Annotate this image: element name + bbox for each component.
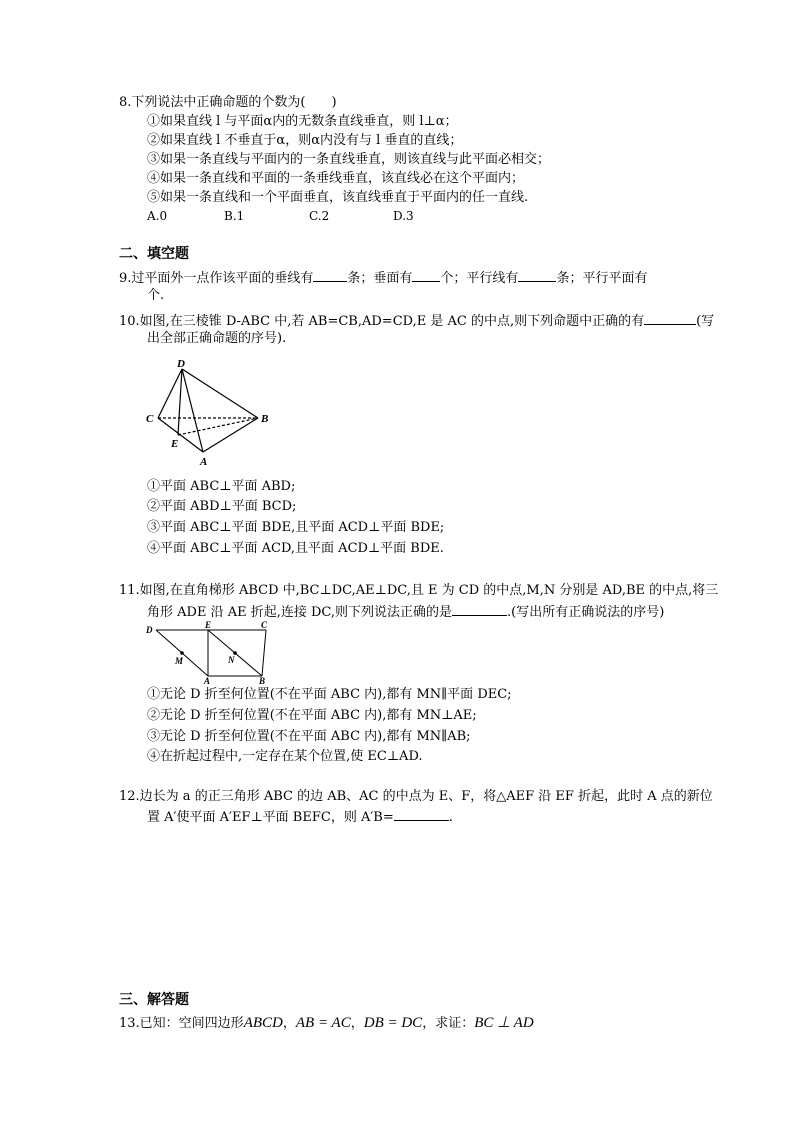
q10-item-1: ①平面 ABC⊥平面 ABD;: [147, 479, 296, 494]
section-fill-in-title: 二、填空题: [119, 246, 189, 262]
q9-text-3: 个；平行线有: [440, 271, 519, 286]
q10-item-3: ③平面 ABC⊥平面 BDE,且平面 ACD⊥平面 BDE;: [147, 520, 445, 535]
q12-line-1: 12.边长为 a 的正三角形 ABC 的边 AB、AC 的中点为 E、F，将△AEF 沿 EF 折起，此时 A 点的新位: [119, 789, 713, 804]
q9-blank-1: [313, 268, 347, 282]
fig2-label-e: E: [205, 620, 212, 630]
fig1-label-e: E: [171, 438, 179, 450]
q8-item-3: ③如果一条直线与平面内的一条直线垂直，则该直线与此平面必相交；: [147, 152, 551, 167]
q11-item-4: ④在折起过程中,一定存在某个位置,使 EC⊥AD.: [147, 749, 423, 764]
q13-line: [119, 1014, 534, 1033]
fig2-label-d: D: [146, 625, 153, 635]
fig2-label-a: A: [204, 676, 211, 684]
q11-text-2: .(写出所有正确说法的序号): [507, 605, 665, 620]
q8-option-d: D.3: [393, 209, 414, 223]
q13-sep-2: ，: [350, 1016, 364, 1031]
q11-line-2: [147, 602, 664, 622]
fig2-label-n: N: [228, 655, 235, 665]
fig2-label-m: M: [175, 656, 184, 666]
q9-text-1: 9.过平面外一点作该平面的垂线有: [119, 271, 314, 286]
q11-text-1: 角形 ADE 沿 AE 折起,连接 DC,则下列说法正确的是: [147, 605, 453, 620]
q13-math-bc-perp-ad: BC ⊥ AD: [474, 1015, 534, 1031]
q8-item-4: ④如果一条直线和平面的一条垂线垂直，该直线必在这个平面内；: [147, 171, 525, 186]
fig2-label-b: B: [259, 676, 266, 684]
q8-option-a: A.0: [147, 209, 168, 223]
trapezoid-figure: [144, 620, 274, 684]
fig1-label-c: C: [146, 413, 154, 425]
q12-blank: [394, 807, 449, 821]
fig2-label-c: C: [261, 620, 268, 630]
q11-blank: [452, 602, 507, 616]
q13-math-db-dc: DB = DC: [363, 1015, 423, 1031]
q13-text-2: ，求证：: [422, 1016, 475, 1031]
q8-item-2: ②如果直线 l 不垂直于α，则α内没有与 l 垂直的直线；: [147, 133, 463, 148]
pyramid-figure: [140, 355, 280, 470]
q8-option-b: B.1: [224, 209, 245, 223]
q8-option-c: C.2: [309, 209, 330, 223]
q8-item-5: ⑤如果一条直线和一个平面垂直，该直线垂直于平面内的任一直线.: [147, 190, 529, 205]
q11-item-3: ③无论 D 折至何位置(不在平面 ABC 内),都有 MN∥AB;: [147, 729, 471, 744]
q13-math-abcd: ABCD: [243, 1015, 283, 1031]
q11-item-1: ①无论 D 折至何位置(不在平面 ABC 内),都有 MN∥平面 DEC;: [147, 687, 512, 702]
q10-item-4: ④平面 ABC⊥平面 ACD,且平面 ACD⊥平面 BDE.: [147, 541, 444, 556]
q10-blank: [644, 311, 696, 325]
q10-line-1: [119, 311, 714, 331]
q10-item-2: ②平面 ABD⊥平面 BCD;: [147, 499, 297, 514]
fig1-label-d: D: [177, 358, 185, 370]
q11-line-1: 11.如图,在直角梯形 ABCD 中,BC⊥DC,AE⊥DC,且 E 为 CD 的中点,M,N 分别是 AD,BE 的中点,将三: [119, 583, 719, 598]
q11-item-2: ②无论 D 折至何位置(不在平面 ABC 内),都有 MN⊥AE;: [147, 708, 477, 723]
q9-blank-3: [518, 268, 556, 282]
q10-text-1: 10.如图,在三棱锥 D-ABC 中,若 AB=CB,AD=CD,E 是 AC 的中点,则下列命题中正确的有: [119, 314, 645, 329]
section-answer-title: 三、解答题: [119, 992, 189, 1008]
q9-line-2: 个.: [147, 288, 165, 303]
q12-text-1: 置 A′使平面 A′EF⊥平面 BEFC，则 A′B=: [147, 810, 394, 825]
q9-line-1: [119, 268, 647, 288]
fig1-label-b: B: [261, 413, 269, 425]
fig1-label-a: A: [200, 456, 208, 468]
q13-sep-1: ，: [282, 1016, 296, 1031]
q13-text-1: 13.已知：空间四边形: [119, 1016, 244, 1031]
q8-options: [147, 207, 414, 225]
q13-math-ab-ac: AB = AC: [295, 1015, 351, 1031]
q10-line-2: 出全部正确命题的序号).: [147, 331, 287, 346]
q8-item-1: ①如果直线 l 与平面α内的无数条直线垂直，则 l⊥α；: [147, 114, 458, 129]
q9-blank-2: [412, 268, 440, 282]
q9-text-2: 条；垂面有: [347, 271, 413, 286]
q12-text-2: .: [448, 810, 453, 825]
q9-text-4: 条；平行平面有: [556, 271, 648, 286]
q10-text-2: (写: [696, 314, 715, 329]
q12-line-2: [147, 807, 453, 827]
q8-stem: 8.下列说法中正确命题的个数为( ): [119, 95, 337, 110]
